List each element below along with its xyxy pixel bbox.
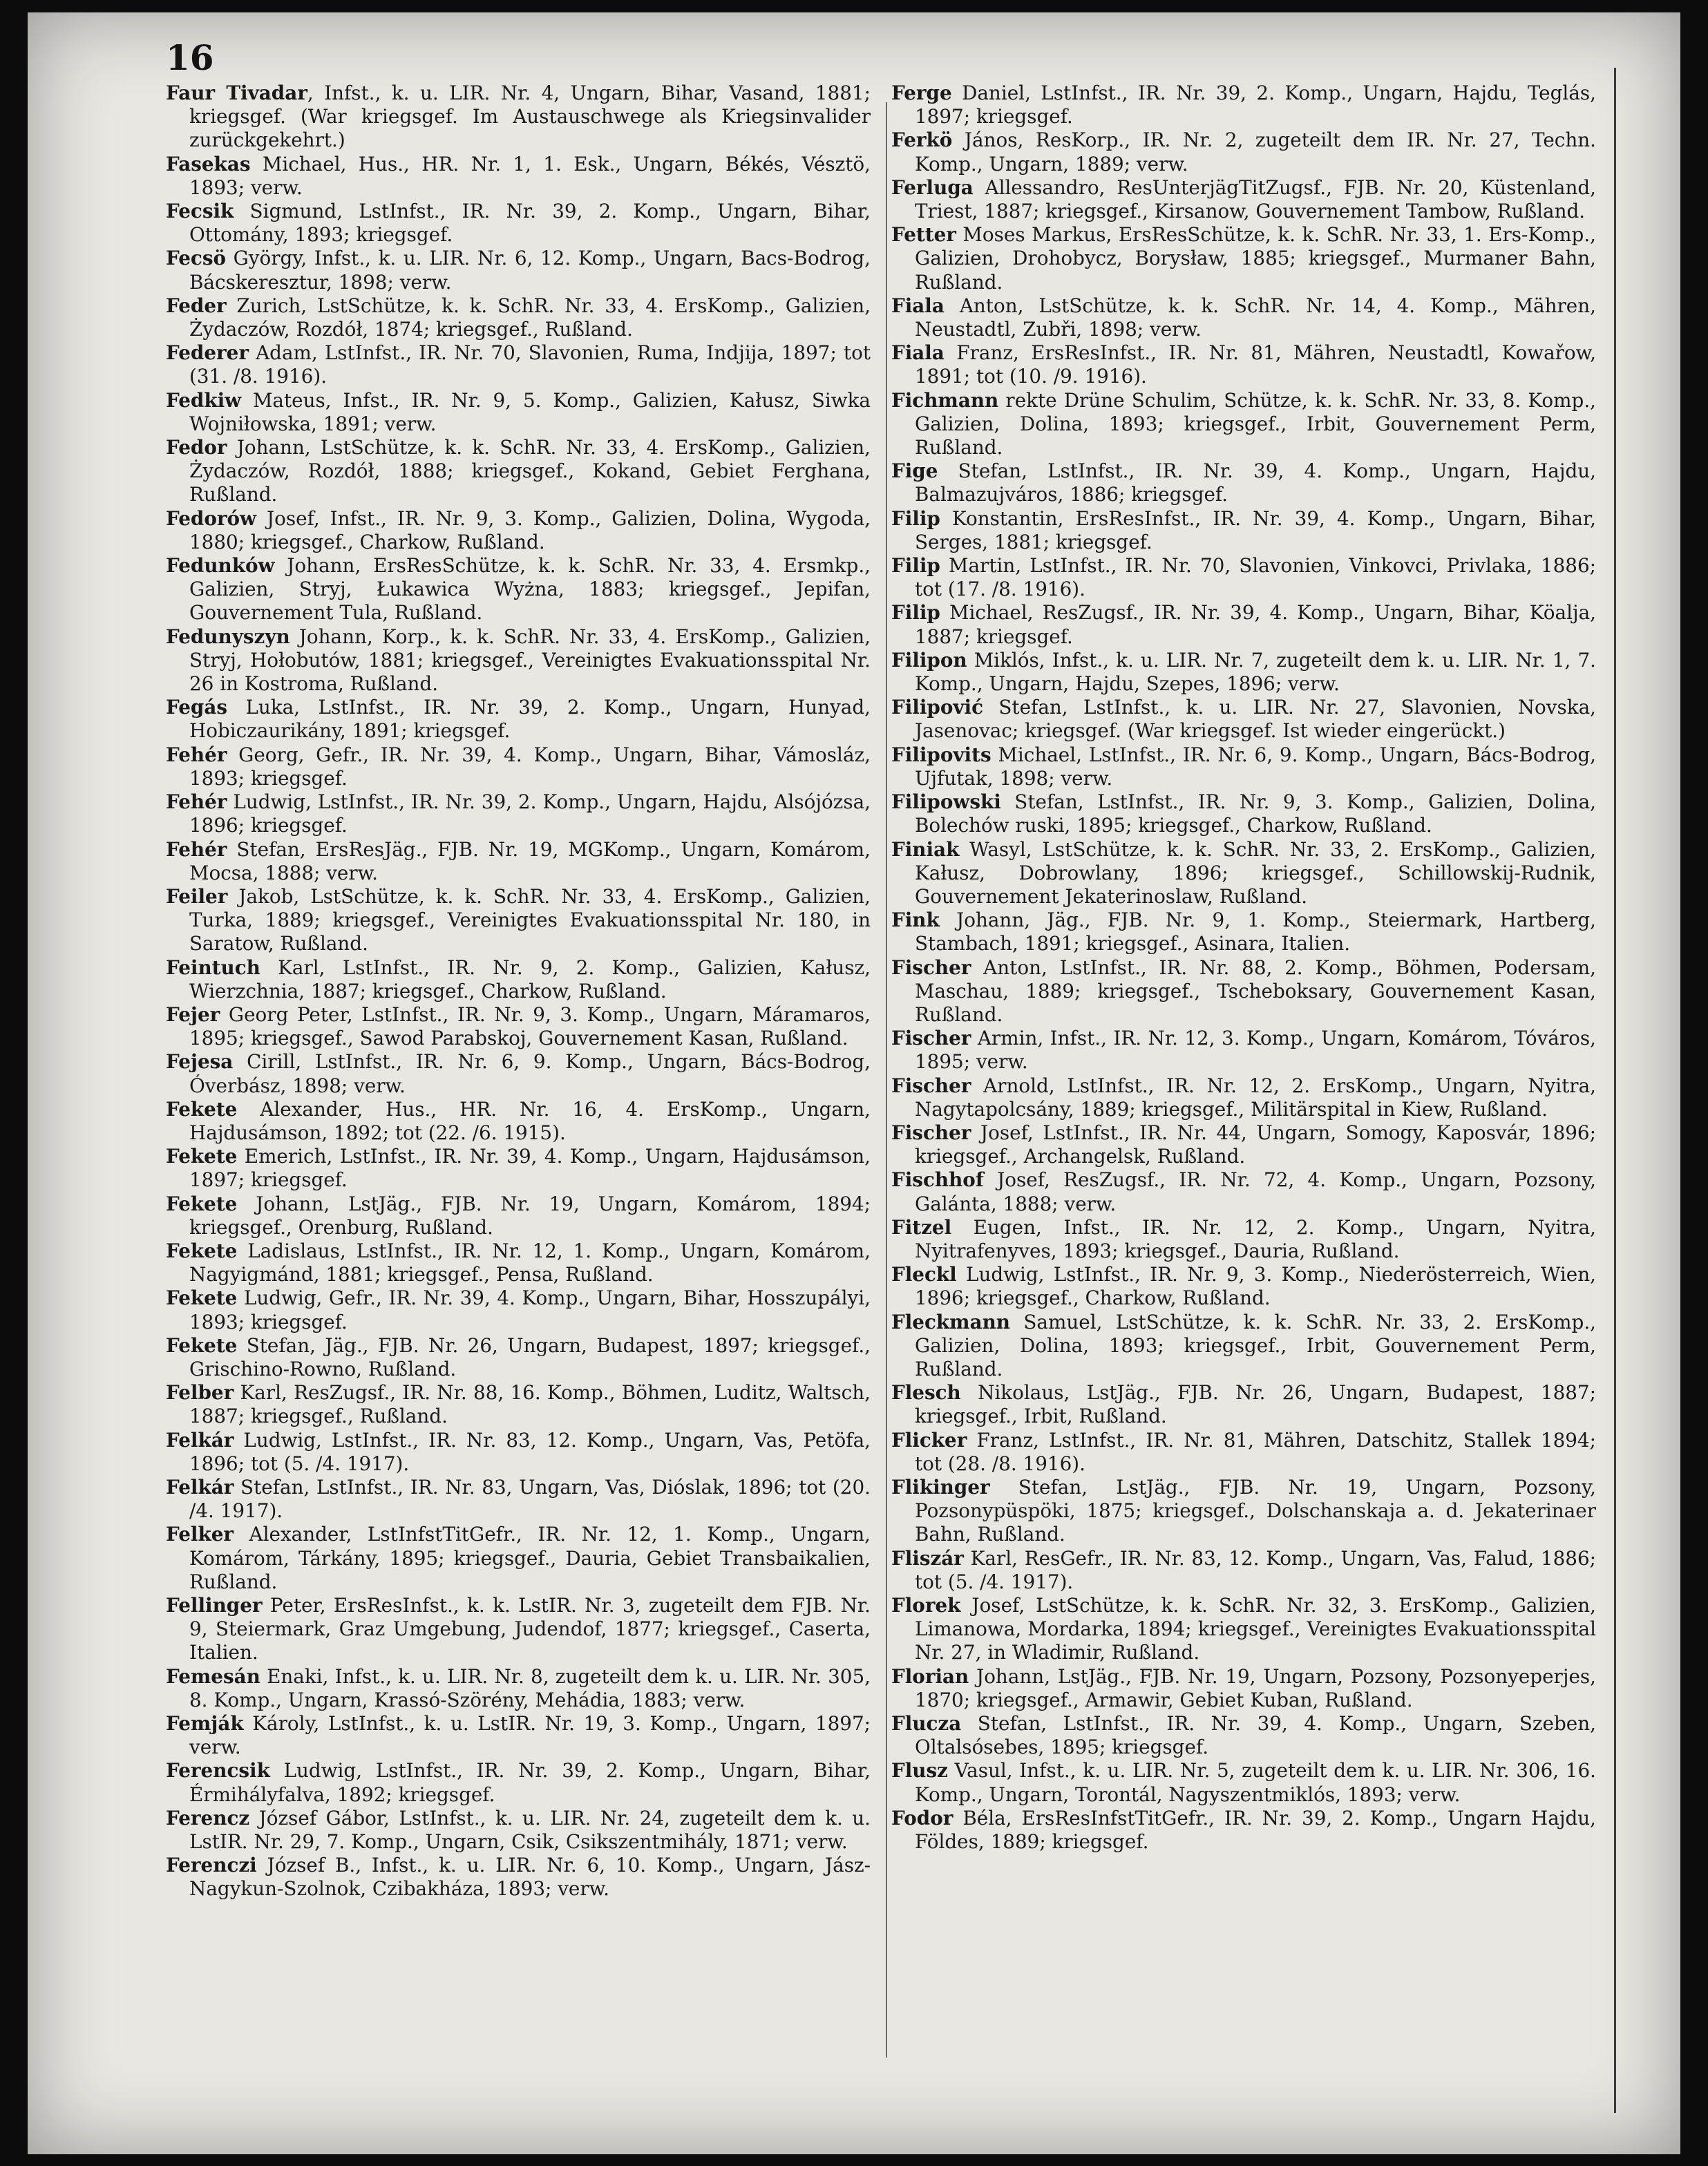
entry-surname: Fitzel [891, 1215, 952, 1239]
casualty-entry [166, 153, 871, 200]
entry-surname: Filipowski [891, 790, 1001, 814]
entry-surname: Flicker [891, 1428, 967, 1452]
entry-surname: Fischhof [891, 1168, 984, 1192]
casualty-entry [166, 1429, 871, 1476]
entry-details: Ladislaus, LstInfst., IR. Nr. 12, 1. Komp., Ungarn, Komárom, Nagyigmánd, 1881; kriegsgef., Pensa, Rußland. [189, 1239, 871, 1286]
entry-details: Daniel, LstInfst., IR. Nr. 39, 2. Komp., Ungarn, Hajdu, Teglás, 1897; kriegsgef. [915, 82, 1596, 129]
casualty-entry [891, 1263, 1596, 1310]
casualty-entry [891, 743, 1596, 790]
entry-surname: Ferkö [891, 129, 953, 152]
entry-details: Adam, LstInfst., IR. Nr. 70, Slavonien, Ruma, Indjija, 1897; tot (31. /8. 1916). [189, 341, 871, 388]
casualty-entry [166, 1098, 871, 1145]
casualty-entry [166, 294, 871, 341]
entry-details: Károly, LstInfst., k. u. LstIR. Nr. 19, 3. Komp., Ungarn, 1897; verw. [189, 1712, 871, 1759]
entry-surname: Fleckmann [891, 1310, 1011, 1333]
entry-details: Georg, Gefr., IR. Nr. 39, 4. Komp., Ungarn, Bihar, Vámosláz, 1893; kriegsgef. [189, 743, 871, 790]
casualty-entry [166, 507, 871, 554]
entry-details: Jakob, LstSchütze, k. k. SchR. Nr. 33, 4. ErsKomp., Galizien, Turka, 1889; kriegsgef., Vereinigtes Evakuationsspital Nr. 180, in Saratow, Rußland. [189, 884, 871, 956]
entry-details: Eugen, Infst., IR. Nr. 12, 2. Komp., Ungarn, Nyitra, Nyitrafenyves, 1893; kriegsgef., Dauria, Rußland. [915, 1215, 1596, 1262]
casualty-entry [166, 1193, 871, 1239]
entry-details: Miklós, Infst., k. u. LIR. Nr. 7, zugeteilt dem k. u. LIR. Nr. 1, 7. Komp., Ungarn, Hajdu, Szepes, 1896; verw. [915, 648, 1596, 696]
casualty-entry [166, 200, 871, 247]
entry-surname: Flusz [891, 1759, 948, 1783]
casualty-entry [166, 1665, 871, 1712]
casualty-entry [166, 1854, 871, 1901]
entry-details: Johann, LstSchütze, k. k. SchR. Nr. 33, 4. ErsKomp., Galizien, Żydaczów, Rozdół, 1888; kriegsgef., Kokand, Gebiet Ferghana, Rußland. [189, 436, 871, 506]
entry-surname: Filipovits [891, 743, 991, 766]
casualty-entry [166, 743, 871, 790]
casualty-entry [891, 1121, 1596, 1168]
entry-surname: Florek [891, 1594, 961, 1617]
entry-details: Stefan, LstInfst., IR. Nr. 83, Ungarn, Vas, Dióslak, 1896; tot (20. /4. 1917). [189, 1475, 871, 1523]
entry-details: Karl, LstInfst., IR. Nr. 9, 2. Komp., Galizien, Kałusz, Wierzchnia, 1887; kriegsgef., Charkow, Rußland. [189, 956, 871, 1003]
entry-surname: Fekete [166, 1097, 238, 1121]
entry-surname: Fejer [166, 1003, 220, 1026]
casualty-entry [166, 838, 871, 885]
casualty-entry [891, 459, 1596, 506]
casualty-entry [166, 389, 871, 436]
entry-surname: Feder [166, 294, 227, 317]
entry-surname: Felkár [166, 1428, 234, 1452]
casualty-entry [891, 1807, 1596, 1854]
casualty-entry [166, 1381, 871, 1428]
entry-details: Ludwig, Gefr., IR. Nr. 39, 4. Komp., Ungarn, Bihar, Hosszupályi, 1893; kriegsgef. [189, 1286, 871, 1333]
entry-surname: Fedunyszyn [166, 625, 290, 648]
entry-details: Konstantin, ErsResInfst., IR. Nr. 39, 4. Komp., Ungarn, Bihar, Serges, 1881; kriegsgef. [915, 506, 1596, 553]
casualty-entry [166, 956, 871, 1003]
entry-details: Luka, LstInfst., IR. Nr. 39, 2. Komp., Ungarn, Hunyad, Hobiczaurikány, 1891; kriegsgef. [189, 696, 871, 743]
casualty-entry [166, 885, 871, 956]
entry-surname: Fellinger [166, 1594, 263, 1617]
casualty-entry [891, 1381, 1596, 1428]
page-edge-rule [1614, 68, 1616, 2113]
entry-details: Emerich, LstInfst., IR. Nr. 39, 4. Komp., Ungarn, Hajdusámson, 1897; kriegsgef. [189, 1145, 871, 1192]
right-column [891, 82, 1596, 1854]
entry-surname: Felkár [166, 1475, 234, 1499]
entry-details: Moses Markus, ErsResSchütze, k. k. SchR. Nr. 33, 1. Ers-Komp., Galizien, Drohobycz, Borysław, 1885; kriegsgef., Murmaner Bahn, Rußland. [915, 223, 1596, 294]
entry-details: Ludwig, LstInfst., IR. Nr. 83, 12. Komp., Ungarn, Vas, Petöfa, 1896; tot (5. /4. 1917). [189, 1428, 871, 1475]
entry-details: Stefan, LstInfst., IR. Nr. 39, 4. Komp., Ungarn, Szeben, Oltalsósebes, 1895; kriegsgef. [915, 1712, 1596, 1759]
entry-surname: Fekete [166, 1286, 238, 1310]
entry-details: Josef, LstSchütze, k. k. SchR. Nr. 32, 3. ErsKomp., Galizien, Limanowa, Mordarka, 1894; kriegsgef., Vereinigtes Evakuationsspital Nr. 27, in Wladimir, Rußland. [915, 1594, 1596, 1664]
casualty-entry [891, 389, 1596, 460]
entry-details: Mateus, Infst., IR. Nr. 9, 5. Komp., Galizien, Kałusz, Siwka Wojniłowska, 1891; verw. [189, 388, 871, 435]
casualty-entry [166, 696, 871, 743]
entry-details: Ludwig, LstInfst., IR. Nr. 39, 2. Komp., Ungarn, Bihar, Érmihályfalva, 1892; kriegsgef. [189, 1759, 871, 1806]
entry-surname: Filip [891, 554, 940, 578]
casualty-entry [891, 223, 1596, 294]
entry-surname: Feiler [166, 884, 228, 908]
entry-surname: Fischer [891, 1027, 971, 1050]
page-number: 16 [166, 37, 214, 78]
casualty-entry [891, 1594, 1596, 1665]
entry-details: Stefan, LstInfst., IR. Nr. 39, 4. Komp., Ungarn, Hajdu, Balmazujváros, 1886; kriegsgef. [915, 459, 1596, 506]
entry-surname: Fetter [891, 223, 956, 247]
entry-surname: Fasekas [166, 152, 251, 175]
casualty-entry [166, 1759, 871, 1806]
casualty-entry [166, 1334, 871, 1381]
entry-surname: Fodor [891, 1806, 953, 1830]
entry-surname: Fejesa [166, 1050, 234, 1074]
entry-details: Alexander, LstInfstTitGefr., IR. Nr. 12, 1. Komp., Ungarn, Komárom, Tárkány, 1895; kriegsgef., Dauria, Gebiet Transbaikalien, Rußland. [189, 1523, 871, 1593]
entry-details: József B., Infst., k. u. LIR. Nr. 6, 10. Komp., Ungarn, Jász-Nagykun-Szolnok, Czibakháza, 1893; verw. [189, 1854, 871, 1901]
entry-details: Josef, LstInfst., IR. Nr. 44, Ungarn, Somogy, Kaposvár, 1896; kriegsgef., Archangelsk, Rußland. [915, 1121, 1596, 1168]
entry-details: Enaki, Infst., k. u. LIR. Nr. 8, zugeteilt dem k. u. LIR. Nr. 305, 8. Komp., Ungarn, Krassó-Szörény, Mehádia, 1883; verw. [189, 1664, 871, 1711]
entry-surname: Felber [166, 1381, 234, 1405]
casualty-entry [891, 1168, 1596, 1215]
entry-surname: Fedunków [166, 554, 275, 578]
entry-surname: Ferge [891, 82, 952, 104]
casualty-entry [891, 601, 1596, 648]
casualty-entry [891, 176, 1596, 223]
entry-surname: Fedorów [166, 506, 256, 530]
entry-details: Michael, ResZugsf., IR. Nr. 39, 4. Komp., Ungarn, Bihar, Köalja, 1887; kriegsgef. [915, 601, 1596, 648]
entry-surname: Filipon [891, 648, 967, 672]
entry-details: János, ResKorp., IR. Nr. 2, zugeteilt dem IR. Nr. 27, Techn. Komp., Ungarn, 1889; verw. [915, 129, 1596, 175]
entry-details: Arnold, LstInfst., IR. Nr. 12, 2. ErsKomp., Ungarn, Nyitra, Nagytapolcsány, 1889; kriegsgef., Militärspital in Kiew, Rußland. [915, 1074, 1596, 1121]
entry-surname: Femják [166, 1712, 244, 1736]
entry-details: Vasul, Infst., k. u. LIR. Nr. 5, zugeteilt dem k. u. LIR. Nr. 306, 16. Komp., Ungarn, Torontál, Nagyszentmiklós, 1893; verw. [915, 1759, 1596, 1806]
entry-surname: Federer [166, 341, 249, 365]
entry-details: Stefan, LstJäg., FJB. Nr. 19, Ungarn, Pozsony, Pozsonypüspöki, 1875; kriegsgef., Dolschanskaja a. d. Jekaterinaer Bahn, Rußland. [915, 1475, 1596, 1546]
casualty-entry [891, 790, 1596, 837]
entry-details: Franz, LstInfst., IR. Nr. 81, Mähren, Datschitz, Stallek 1894; tot (28. /8. 1916). [915, 1428, 1596, 1475]
entry-details: Johann, LstJäg., FJB. Nr. 19, Ungarn, Komárom, 1894; kriegsgef., Orenburg, Rußland. [189, 1192, 871, 1239]
entry-surname: Fekete [166, 1145, 238, 1168]
entry-details: Michael, Hus., HR. Nr. 1, 1. Esk., Ungarn, Békés, Vésztö, 1893; verw. [189, 152, 871, 199]
casualty-entry [891, 1216, 1596, 1263]
casualty-entry [166, 790, 871, 837]
entry-details: Josef, Infst., IR. Nr. 9, 3. Komp., Galizien, Dolina, Wygoda, 1880; kriegsgef., Charkow, Rußland. [189, 506, 871, 553]
casualty-entry [166, 341, 871, 388]
entry-details: Nikolaus, LstJäg., FJB. Nr. 26, Ungarn, Budapest, 1887; kriegsgef., Irbit, Rußland. [915, 1381, 1596, 1428]
entry-details: Peter, ErsResInfst., k. k. LstIR. Nr. 3, zugeteilt dem FJB. Nr. 9, Steiermark, Graz Umgebung, Judendof, 1877; kriegsgef., Caserta, Italien. [189, 1594, 871, 1664]
entry-surname: Fekete [166, 1239, 238, 1262]
entry-surname: Fischer [891, 1121, 971, 1144]
casualty-entry [166, 1145, 871, 1192]
casualty-entry [891, 1547, 1596, 1594]
entry-details: , Infst., k. u. LIR. Nr. 4, Ungarn, Bihar, Vasand, 1881; kriegsgef. (War kriegsgef. Im Austauschwege als Kriegsinvalider zurückgekehrt.) [189, 82, 871, 152]
entry-details: Martin, LstInfst., IR. Nr. 70, Slavonien, Vinkovci, Privlaka, 1886; tot (17. /8. 1916). [915, 554, 1596, 601]
casualty-entry [891, 507, 1596, 554]
entry-surname: Fiala [891, 341, 945, 365]
casualty-entry [166, 1050, 871, 1097]
entry-surname: Flesch [891, 1381, 961, 1405]
casualty-entry [166, 436, 871, 507]
entry-surname: Fichmann [891, 388, 999, 412]
entry-details: Karl, ResZugsf., IR. Nr. 88, 16. Komp., Böhmen, Luditz, Waltsch, 1887; kriegsgef., Rußland. [189, 1381, 871, 1428]
entry-surname: Feintuch [166, 956, 260, 979]
entry-details: Johann, LstJäg., FJB. Nr. 19, Ungarn, Pozsony, Pozsonyeperjes, 1870; kriegsgef., Armawir, Gebiet Kuban, Rußland. [915, 1664, 1596, 1711]
entry-details: Anton, LstInfst., IR. Nr. 88, 2. Komp., Böhmen, Podersam, Maschau, 1889; kriegsgef., Tscheboksary, Gouvernement Kasan, Rußland. [915, 956, 1596, 1026]
entry-details: Alexander, Hus., HR. Nr. 16, 4. ErsKomp., Ungarn, Hajdusámson, 1892; tot (22. /6. 1915). [189, 1097, 871, 1144]
entry-surname: Fink [891, 909, 940, 932]
entry-details: Johann, Jäg., FJB. Nr. 9, 1. Komp., Steiermark, Hartberg, Stambach, 1891; kriegsgef., Asinara, Italien. [915, 909, 1596, 956]
entry-details: rekte Drüne Schulim, Schütze, k. k. SchR. Nr. 33, 8. Komp., Galizien, Dolina, 1893; kriegsgef., Irbit, Gouvernement Perm, Rußland. [915, 388, 1596, 459]
casualty-entry [891, 1074, 1596, 1121]
entry-details: Stefan, LstInfst., IR. Nr. 9, 3. Komp., Galizien, Dolina, Bolechów ruski, 1895; kriegsgef., Charkow, Rußland. [915, 790, 1596, 837]
casualty-entry [891, 1759, 1596, 1806]
casualty-entry [166, 1594, 871, 1665]
entry-details: Stefan, LstInfst., k. u. LIR. Nr. 27, Slavonien, Novska, Jasenovac; kriegsgef. (War kriegsgef. Ist wieder eingerückt.) [915, 696, 1596, 743]
entry-details: Georg Peter, LstInfst., IR. Nr. 9, 3. Komp., Ungarn, Máramaros, 1895; kriegsgef., Sawod Parabskoj, Gouvernement Kasan, Rußland. [189, 1003, 871, 1050]
entry-surname: Finiak [891, 837, 960, 861]
casualty-entry [166, 1476, 871, 1523]
casualty-entry [891, 838, 1596, 909]
casualty-entry [891, 909, 1596, 956]
column-divider [886, 102, 887, 2058]
casualty-entry [166, 554, 871, 625]
entry-details: Cirill, LstInfst., IR. Nr. 6, 9. Komp., Ungarn, Bács-Bodrog, Óverbász, 1898; verw. [189, 1050, 871, 1097]
entry-surname: Fekete [166, 1333, 238, 1357]
entry-surname: Fleckl [891, 1263, 957, 1286]
casualty-entry [166, 625, 871, 696]
entry-details: Johann, Korp., k. k. SchR. Nr. 33, 4. ErsKomp., Galizien, Stryj, Hołobutów, 1881; kriegsgef., Vereinigtes Evakuationsspital Nr. 26 in Kostroma, Rußland. [189, 625, 871, 696]
entry-surname: Florian [891, 1664, 969, 1688]
casualty-entry [891, 649, 1596, 696]
entry-surname: Fischer [891, 1074, 971, 1097]
casualty-entry [166, 1712, 871, 1759]
entry-surname: Fiala [891, 294, 945, 317]
entry-surname: Flikinger [891, 1475, 990, 1499]
entry-surname: Ferencz [166, 1806, 250, 1830]
entry-details: Franz, ErsResInfst., IR. Nr. 81, Mähren, Neustadtl, Kowařow, 1891; tot (10. /9. 1916). [915, 341, 1596, 388]
entry-surname: Flucza [891, 1712, 962, 1736]
entry-surname: Filip [891, 506, 940, 530]
casualty-entry [891, 1027, 1596, 1074]
entry-details: György, Infst., k. u. LIR. Nr. 6, 12. Komp., Ungarn, Bacs-Bodrog, Bácskeresztur, 1898; verw. [189, 247, 871, 294]
casualty-entry [166, 1286, 871, 1333]
entry-surname: Fedor [166, 436, 227, 459]
entry-surname: Felker [166, 1523, 234, 1546]
entry-surname: Ferluga [891, 175, 974, 199]
casualty-entry [891, 82, 1596, 129]
entry-surname: Fischer [891, 956, 971, 979]
casualty-entry [891, 294, 1596, 341]
casualty-entry [166, 247, 871, 294]
entry-details: József Gábor, LstInfst., k. u. LIR. Nr. 24, zugeteilt dem k. u. LstIR. Nr. 29, 7. Komp., Ungarn, Csik, Csikszentmihály, 1871; verw. [189, 1806, 871, 1854]
casualty-entry [166, 1239, 871, 1286]
casualty-entry [891, 341, 1596, 388]
entry-details: Anton, LstSchütze, k. k. SchR. Nr. 14, 4. Komp., Mähren, Neustadtl, Zubři, 1898; verw. [915, 294, 1596, 341]
entry-details: Allessandro, ResUnterjägTitZugsf., FJB. Nr. 20, Küstenland, Triest, 1887; kriegsgef., Kirsanow, Gouvernement Tambow, Rußland. [915, 175, 1596, 223]
entry-surname: Ferenczi [166, 1854, 257, 1877]
entry-details: Ludwig, LstInfst., IR. Nr. 9, 3. Komp., Niederösterreich, Wien, 1896; kriegsgef., Charkow, Rußland. [915, 1263, 1596, 1310]
casualty-entry [891, 1476, 1596, 1547]
entry-surname: Fehér [166, 790, 227, 814]
entry-details: Ludwig, LstInfst., IR. Nr. 39, 2. Komp., Ungarn, Hajdu, Alsójózsa, 1896; kriegsgef. [189, 790, 871, 837]
entry-surname: Fehér [166, 837, 227, 861]
entry-surname: Fliszár [891, 1546, 964, 1570]
entry-details: Wasyl, LstSchütze, k. k. SchR. Nr. 33, 2. ErsKomp., Galizien, Kałusz, Dobrowlany, 1896; kriegsgef., Schillowskij-Rudnik, Gouvernement Jekaterinoslaw, Rußland. [915, 837, 1596, 908]
casualty-entry [891, 696, 1596, 743]
casualty-entry [166, 82, 871, 153]
entry-details: Béla, ErsResInfstTitGefr., IR. Nr. 39, 2. Komp., Ungarn Hajdu, Földes, 1889; kriegsgef. [915, 1806, 1596, 1854]
entry-details: Michael, LstInfst., IR. Nr. 6, 9. Komp., Ungarn, Bács-Bodrog, Ujfutak, 1898; verw. [915, 743, 1596, 790]
casualty-entry [166, 1523, 871, 1594]
entry-details: Johann, ErsResSchütze, k. k. SchR. Nr. 33, 4. Ersmkp., Galizien, Stryj, Łukawica Wyżna, 1883; kriegsgef., Jepifan, Gouvernement Tula, Rußland. [189, 554, 871, 625]
casualty-entry [891, 554, 1596, 601]
casualty-entry [891, 1429, 1596, 1476]
entry-surname: Fecsik [166, 200, 234, 223]
entry-details: Karl, ResGefr., IR. Nr. 83, 12. Komp., Ungarn, Vas, Falud, 1886; tot (5. /4. 1917). [915, 1546, 1596, 1593]
entry-details: Sigmund, LstInfst., IR. Nr. 39, 2. Komp., Ungarn, Bihar, Ottomány, 1893; kriegsgef. [189, 200, 871, 247]
casualty-entry [891, 1712, 1596, 1759]
document-page [28, 12, 1680, 2154]
entry-surname: Filip [891, 601, 940, 625]
entry-surname: Fige [891, 459, 938, 483]
entry-details: Stefan, ErsResJäg., FJB. Nr. 19, MGKomp., Ungarn, Komárom, Mocsa, 1888; verw. [189, 837, 871, 884]
entry-details: Josef, ResZugsf., IR. Nr. 72, 4. Komp., Ungarn, Pozsony, Galánta, 1888; verw. [915, 1168, 1596, 1215]
entry-surname: Ferencsik [166, 1759, 270, 1783]
entry-surname: Femesán [166, 1664, 260, 1688]
casualty-entry [891, 1665, 1596, 1712]
entry-surname: Filipović [891, 696, 984, 719]
entry-surname: Fegás [166, 696, 227, 719]
entry-details: Armin, Infst., IR. Nr. 12, 3. Komp., Ungarn, Komárom, Tóváros, 1895; verw. [915, 1027, 1596, 1074]
entry-surname: Fedkiw [166, 388, 242, 412]
entry-surname: Fehér [166, 743, 227, 766]
entry-surname: Fecsö [166, 247, 227, 270]
casualty-entry [891, 129, 1596, 175]
casualty-entry [166, 1807, 871, 1854]
entry-details: Zurich, LstSchütze, k. k. SchR. Nr. 33, 4. ErsKomp., Galizien, Żydaczów, Rozdół, 1874; kriegsgef., Rußland. [189, 294, 871, 341]
entry-surname: Fekete [166, 1192, 238, 1215]
entry-surname: Faur Tivadar [166, 82, 307, 104]
casualty-entry [166, 1003, 871, 1050]
casualty-entry [891, 956, 1596, 1027]
casualty-entry [891, 1311, 1596, 1382]
left-column [166, 82, 871, 1901]
entry-details: Stefan, Jäg., FJB. Nr. 26, Ungarn, Budapest, 1897; kriegsgef., Grischino-Rowno, Rußland. [189, 1333, 871, 1380]
entry-details: Samuel, LstSchütze, k. k. SchR. Nr. 33, 2. ErsKomp., Galizien, Dolina, 1893; kriegsgef., Irbit, Gouvernement Perm, Rußland. [915, 1310, 1596, 1380]
